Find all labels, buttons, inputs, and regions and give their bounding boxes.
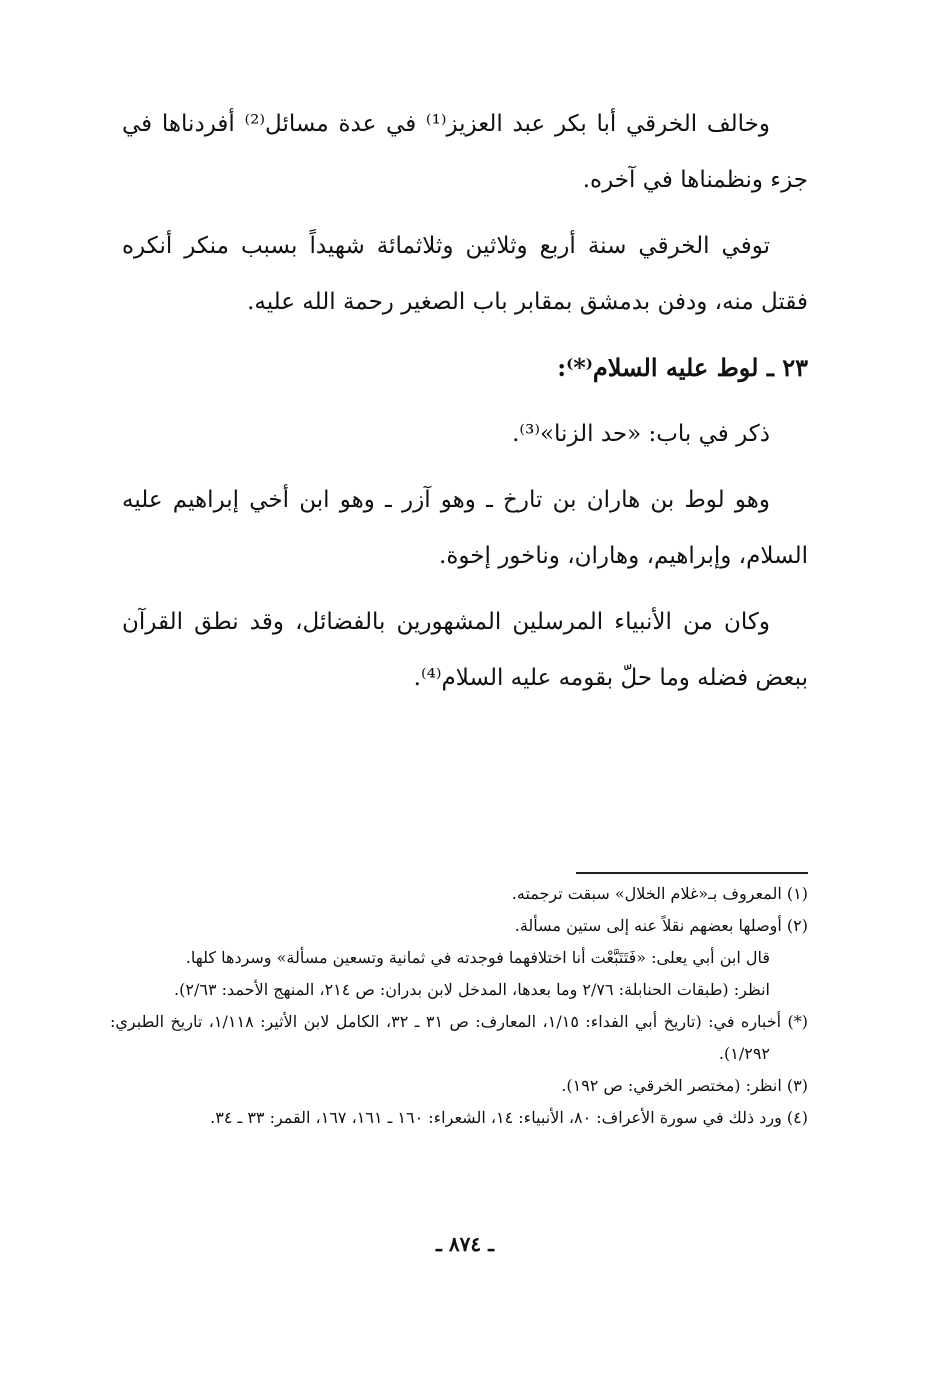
footnotes-block xyxy=(110,878,808,1134)
paragraph-khiraqi-death: توفي الخرقي سنة أربع وثلاثين وثلاثمائة شهيداً بسبب منكر أنكره فقتل منه، ودفن بدمشق بمقابر باب الصغير رحمة الله عليه. xyxy=(122,233,808,315)
paragraph-virtues: وكان من الأنبياء المرسلين المشهورين بالفضائل، وقد نطق القرآن ببعض فضله وما حلّ بقومه عليه السلام⁽⁴⁾. xyxy=(122,609,808,691)
footnote-star: (*) أخباره في: (تاريخ أبي الفداء: ١/١٥، المعارف: ص ٣١ ـ ٣٢، الكامل لابن الأثير: ١/١١٨، تاريخ الطبري: ١/٢٩٢). xyxy=(110,1012,809,1063)
footnote-2-quote: قال ابن أبي يعلى: «فَتَتَبَّعْت أنا اختلافهما فوجدته في ثمانية وتسعين مسألة» وسردها كلها. xyxy=(185,948,770,967)
footnote-separator xyxy=(576,872,808,874)
footnote-2: (٢) أوصلها بعضهم نقلاً عنه إلى ستين مسألة. xyxy=(514,916,808,935)
footnote-4: (٤) ورد ذلك في سورة الأعراف: ٨٠، الأنبياء: ١٤، الشعراء: ١٦٠ ـ ١٦١، ١٦٧، القمر: ٣٣ ـ ٣٤. xyxy=(210,1108,808,1127)
footnote-1: (١) المعروف بـ«غلام الخلال» سبقت ترجمته. xyxy=(511,884,808,903)
entry-heading-lut: ٢٣ ـ لوط عليه السلام⁽*⁾: xyxy=(557,353,808,382)
footnote-2-references: انظر: (طبقات الحنابلة: ٢/٧٦ وما بعدها، المدخل لابن بدران: ص ٢١٤، المنهج الأحمد: ٢/٦٣). xyxy=(174,980,770,999)
main-text-block xyxy=(122,96,808,716)
paragraph-khiraqi-dissent: وخالف الخرقي أبا بكر عبد العزيز⁽¹⁾ في عدة مسائل⁽²⁾ أفردناها في جزء ونظمناها في آخره. xyxy=(122,111,808,193)
paragraph-mentioned-in: ذكر في باب: «حد الزنا»⁽³⁾. xyxy=(512,421,770,447)
paragraph-lineage: وهو لوط بن هاران بن تارخ ـ وهو آزر ـ وهو ابن أخي إبراهيم عليه السلام، وإبراهيم، وهاران، وناخور إخوة. xyxy=(122,487,808,569)
page-number: ـ ٨٧٤ ـ xyxy=(436,1232,494,1256)
footnote-3: (٣) انظر: (مختصر الخرقي: ص ١٩٢). xyxy=(561,1076,808,1095)
